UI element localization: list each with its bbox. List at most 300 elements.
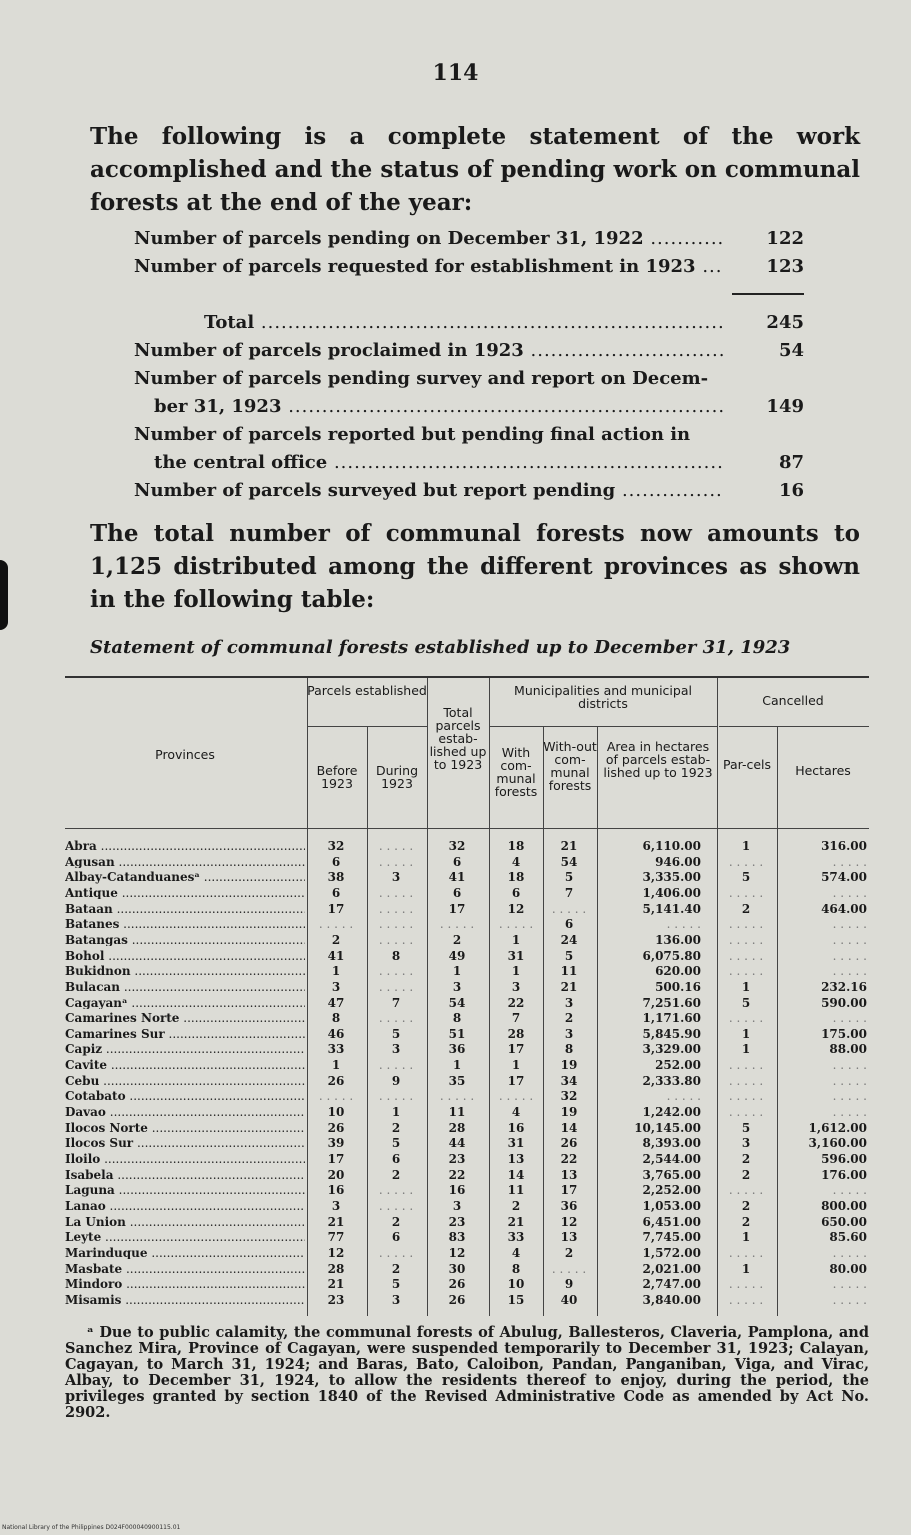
with-communal-value: 17	[507, 1042, 525, 1057]
table-row	[65, 965, 869, 978]
total-parcels-value: 1	[452, 964, 462, 979]
province-name: Cagayanᵃ .....	[65, 997, 305, 1010]
area-hectares-value: 1,171.60	[642, 1011, 701, 1026]
cancelled-parcels-value: . . . . .	[728, 1245, 764, 1260]
before-1923-value: 39	[327, 1136, 345, 1151]
total-parcels-value: 26	[448, 1292, 466, 1307]
cancelled-hectares-value: . . . . .	[832, 1105, 867, 1120]
cancelled-parcels-value: 2	[741, 1214, 751, 1229]
with-communal-value: 8	[511, 1261, 521, 1276]
during-1923-value: 2	[391, 1120, 401, 1135]
without-communal-value: 5	[564, 948, 574, 963]
with-communal-value: 31	[507, 948, 525, 963]
cancelled-hectares-value: 88.00	[829, 1042, 867, 1057]
province-name: Davao .....	[65, 1106, 305, 1119]
header-rule-cancelled	[719, 726, 869, 727]
summary-label: the central office .....	[154, 449, 724, 477]
without-communal-value: 32	[560, 1089, 578, 1104]
area-hectares-value: 252.00	[655, 1058, 701, 1073]
without-communal-value: 21	[560, 979, 578, 994]
cancelled-parcels-value: . . . . .	[728, 885, 764, 900]
table-row	[65, 918, 869, 931]
with-communal-value: 3	[511, 979, 521, 994]
header-cancelled-parcels: Par-cels	[722, 757, 772, 772]
before-1923-value: 23	[327, 1292, 345, 1307]
without-communal-value: 3	[564, 995, 574, 1010]
scan-stamp: National Library of the Philippines D024F000040900115.01	[2, 1524, 181, 1531]
total-parcels-value: 17	[448, 901, 466, 916]
without-communal-value: 34	[560, 1073, 578, 1088]
summary-row-pending-1922	[134, 225, 804, 253]
during-1923-value: 2	[391, 1214, 401, 1229]
without-communal-value: . . . . .	[551, 1261, 587, 1276]
table-caption: Statement of communal forests established up to December 31, 1923	[90, 637, 791, 658]
total-parcels-value: 3	[452, 1198, 462, 1213]
with-communal-value: 21	[507, 1214, 525, 1229]
cancelled-hectares-value: 176.00	[821, 1167, 867, 1182]
before-1923-value: 38	[327, 870, 345, 885]
cancelled-hectares-value: . . . . .	[832, 1011, 867, 1026]
cancelled-hectares-value: 1,612.00	[808, 1120, 867, 1135]
without-communal-value: 13	[560, 1230, 578, 1245]
before-1923-value: 17	[327, 1152, 345, 1166]
header-provinces: Provinces	[155, 747, 215, 762]
with-communal-value: 14	[507, 1167, 525, 1182]
total-parcels-value: 36	[448, 1042, 466, 1057]
table-row	[65, 1169, 869, 1182]
without-communal-value: 19	[560, 1105, 578, 1120]
table-row	[65, 1122, 869, 1135]
province-name: Masbate .....	[65, 1263, 305, 1276]
during-1923-value: . . . . .	[378, 854, 414, 869]
area-hectares-value: 2,252.00	[642, 1183, 701, 1198]
cancelled-parcels-value: 1	[741, 1230, 751, 1245]
with-communal-value: 1	[511, 1058, 521, 1073]
with-communal-value: 28	[507, 1026, 525, 1041]
area-hectares-value: 10,145.00	[634, 1120, 701, 1135]
area-hectares-value: 946.00	[655, 854, 701, 869]
summary-label: Number of parcels reported but pending final action in	[134, 424, 691, 445]
with-communal-value: 18	[507, 870, 525, 885]
before-1923-value: 47	[327, 995, 345, 1010]
before-1923-value: 26	[327, 1120, 345, 1135]
total-parcels-value: 22	[448, 1167, 466, 1182]
table-row	[65, 1153, 869, 1166]
table-row	[65, 1278, 869, 1291]
cancelled-hectares-value: 574.00	[821, 870, 867, 885]
summary-value: 123	[766, 256, 804, 277]
with-communal-value: 4	[511, 854, 521, 869]
header-rule-municipalities	[489, 726, 717, 727]
province-name: Leyte .....	[65, 1231, 305, 1244]
header-cancelled: Cancelled	[762, 693, 824, 708]
without-communal-value: 3	[564, 1026, 574, 1041]
during-1923-value: 5	[391, 1277, 401, 1292]
cancelled-parcels-value: . . . . .	[728, 1183, 764, 1198]
before-1923-value: 41	[327, 948, 345, 963]
summary-label: Total .....	[204, 309, 724, 337]
before-1923-value: 6	[331, 885, 341, 900]
table-row	[65, 856, 869, 869]
table-row	[65, 1075, 869, 1088]
before-1923-value: 33	[327, 1042, 345, 1057]
table-row	[65, 981, 869, 994]
summary-label: Number of parcels requested for establishment in 1923 .....	[134, 253, 724, 281]
province-name: Ilocos Norte .....	[65, 1122, 305, 1135]
cancelled-parcels-value: . . . . .	[728, 1277, 764, 1292]
cancelled-parcels-value: 5	[741, 1120, 751, 1135]
during-1923-value: . . . . .	[378, 1011, 414, 1026]
summary-value: 245	[766, 312, 804, 333]
header-municipalities: Municipalities and municipal districts	[514, 683, 692, 711]
with-communal-value: . . . . .	[498, 1089, 534, 1104]
before-1923-value: 16	[327, 1183, 345, 1198]
area-hectares-value: 6,451.00	[642, 1214, 701, 1229]
during-1923-value: . . . . .	[378, 901, 414, 916]
province-name: Agusan .....	[65, 856, 305, 869]
table-row	[65, 1043, 869, 1056]
during-1923-value: 2	[391, 1261, 401, 1276]
cancelled-hectares-value: . . . . .	[832, 885, 867, 900]
cancelled-parcels-value: . . . . .	[728, 964, 764, 979]
with-communal-value: 11	[507, 1183, 525, 1198]
total-parcels-value: 23	[448, 1214, 466, 1229]
parcel-summary	[134, 225, 804, 505]
table-row	[65, 871, 869, 884]
with-communal-value: 31	[507, 1136, 525, 1151]
cancelled-hectares-value: . . . . .	[832, 854, 867, 869]
cancelled-hectares-value: 590.00	[821, 995, 867, 1010]
without-communal-value: 6	[564, 917, 574, 932]
area-hectares-value: . . . . .	[666, 917, 701, 932]
without-communal-value: 26	[560, 1136, 578, 1151]
cancelled-parcels-value: 1	[741, 1042, 751, 1057]
total-parcels-value: 3	[452, 979, 462, 994]
table-top-rule	[65, 676, 869, 678]
cancelled-hectares-value: . . . . .	[832, 932, 867, 947]
summary-row-proclaimed	[134, 337, 804, 365]
area-hectares-value: 7,745.00	[642, 1230, 701, 1245]
province-name: Camarines Sur .....	[65, 1028, 305, 1041]
table-row	[65, 1200, 869, 1213]
total-parcels-value: 35	[448, 1073, 466, 1088]
without-communal-value: 54	[560, 854, 578, 869]
page-number: 114	[432, 60, 479, 86]
header-total-parcels: Total parcels estab-lished up to 1923	[429, 705, 487, 772]
without-communal-value: . . . . .	[551, 901, 587, 916]
area-hectares-value: 5,141.40	[642, 901, 701, 916]
without-communal-value: 17	[560, 1183, 578, 1198]
total-parcels-value: 54	[448, 995, 466, 1010]
cancelled-hectares-value: . . . . .	[832, 1245, 867, 1260]
cancelled-parcels-value: . . . . .	[728, 932, 764, 947]
table-row	[65, 887, 869, 900]
header-bottom-rule	[65, 828, 869, 829]
cancelled-parcels-value: 2	[741, 1152, 751, 1166]
area-hectares-value: 2,747.00	[642, 1277, 701, 1292]
area-hectares-value: 2,544.00	[642, 1152, 701, 1166]
province-name: Cavite .....	[65, 1059, 305, 1072]
province-name: Laguna .....	[65, 1184, 305, 1197]
header-during-1923: During 1923	[375, 763, 419, 791]
with-communal-value: 16	[507, 1120, 525, 1135]
with-communal-value: 17	[507, 1073, 525, 1088]
before-1923-value: 12	[327, 1245, 345, 1260]
with-communal-value: 1	[511, 964, 521, 979]
total-parcels-value: 44	[448, 1136, 466, 1151]
header-parcels-established: Parcels established	[307, 683, 427, 698]
with-communal-value: . . . . .	[498, 917, 534, 932]
table-row	[65, 1294, 869, 1307]
before-1923-value: 21	[327, 1214, 345, 1229]
without-communal-value: 12	[560, 1214, 578, 1229]
summary-label: Number of parcels surveyed but report pending .....	[134, 477, 724, 505]
during-1923-value: 6	[391, 1230, 401, 1245]
province-name: Antique .....	[65, 887, 305, 900]
cancelled-hectares-value: 800.00	[821, 1198, 867, 1213]
total-parcels-value: 41	[448, 870, 466, 885]
total-parcels-value: 32	[448, 839, 466, 853]
cancelled-parcels-value: 1	[741, 979, 751, 994]
before-1923-value: 17	[327, 901, 345, 916]
without-communal-value: 19	[560, 1058, 578, 1073]
cancelled-parcels-value: . . . . .	[728, 1011, 764, 1026]
table-row	[65, 950, 869, 963]
with-communal-value: 22	[507, 995, 525, 1010]
cancelled-hectares-value: . . . . .	[832, 1292, 867, 1307]
summary-label: ber 31, 1923 .....	[154, 393, 724, 421]
cancelled-parcels-value: 1	[741, 839, 751, 853]
during-1923-value: 8	[391, 948, 401, 963]
before-1923-value: 2	[331, 932, 341, 947]
table-row	[65, 840, 869, 853]
total-parcels-value: 51	[448, 1026, 466, 1041]
during-1923-value: . . . . .	[378, 1089, 414, 1104]
during-1923-value: 5	[391, 1026, 401, 1041]
area-hectares-value: 3,329.00	[642, 1042, 701, 1057]
cancelled-hectares-value: 80.00	[829, 1261, 867, 1276]
cancelled-parcels-value: . . . . .	[728, 1058, 764, 1073]
province-name: Bukidnon .....	[65, 965, 305, 978]
province-name: Isabela .....	[65, 1169, 305, 1182]
with-communal-value: 15	[507, 1292, 525, 1307]
province-name: Misamis .....	[65, 1294, 305, 1307]
total-parcels-value: 83	[448, 1230, 466, 1245]
before-1923-value: 1	[331, 1058, 341, 1073]
province-name: Albay-Catanduanesᵃ .....	[65, 871, 305, 884]
total-parcels-value: 11	[448, 1105, 466, 1120]
total-parcels-value: 28	[448, 1120, 466, 1135]
without-communal-value: 24	[560, 932, 578, 947]
province-name: Batangas .....	[65, 934, 305, 947]
area-hectares-value: 1,242.00	[642, 1105, 701, 1120]
without-communal-value: 36	[560, 1198, 578, 1213]
total-parcels-value: . . . . .	[439, 917, 475, 932]
before-1923-value: 3	[331, 1198, 341, 1213]
summary-total-rule	[732, 293, 804, 295]
table-row	[65, 1028, 869, 1041]
area-hectares-value: . . . . .	[666, 1089, 701, 1104]
area-hectares-value: 3,840.00	[642, 1292, 701, 1307]
before-1923-value: 20	[327, 1167, 345, 1182]
with-communal-value: 10	[507, 1277, 525, 1292]
summary-label: Number of parcels pending on December 31, 1922 .....	[134, 225, 724, 253]
with-communal-value: 1	[511, 932, 521, 947]
during-1923-value: . . . . .	[378, 932, 414, 947]
total-parcels-value: 49	[448, 948, 466, 963]
before-1923-value: 32	[327, 839, 345, 853]
area-hectares-value: 7,251.60	[642, 995, 701, 1010]
during-1923-value: . . . . .	[378, 1183, 414, 1198]
summary-value: 87	[778, 452, 804, 473]
with-communal-value: 2	[511, 1198, 521, 1213]
table-row	[65, 997, 869, 1010]
total-parcels-value: 23	[448, 1152, 466, 1166]
intro-paragraph: The following is a complete statement of the work accomplished and the status of pending work on communal forests at the end of the year:	[90, 123, 860, 216]
with-communal-value: 12	[507, 901, 525, 916]
total-parcels-value: 6	[452, 885, 462, 900]
before-1923-value: 1	[331, 964, 341, 979]
cancelled-hectares-value: . . . . .	[832, 1073, 867, 1088]
cancelled-hectares-value: . . . . .	[832, 1089, 867, 1104]
table-row	[65, 1012, 869, 1025]
area-hectares-value: 5,845.90	[642, 1026, 701, 1041]
without-communal-value: 13	[560, 1167, 578, 1182]
cancelled-parcels-value: 2	[741, 901, 751, 916]
province-name: Bataan .....	[65, 903, 305, 916]
total-parcels-value: 30	[448, 1261, 466, 1276]
with-communal-value: 4	[511, 1105, 521, 1120]
with-communal-value: 33	[507, 1230, 525, 1245]
province-name: Capiz .....	[65, 1043, 305, 1056]
footnote: ᵃ Due to public calamity, the communal forests of Abulug, Ballesteros, Claveria, Pamplona, and Sanchez Mira, Province of Cagayan, were suspended temporarily to December 31, 1923; Calayan, Cagayan, to March 31, 1924; and Baras, Bato, Caloibon, Pandan, Panganiban, Viga, and Virac, Albay, to December 31, 1924, to allow the residents thereof to enjoy, during the period, the privileges granted by section 1840 of the Revised Administrative Code as amended by Act No. 2902.	[65, 1324, 869, 1421]
without-communal-value: 14	[560, 1120, 578, 1135]
summary-label: Number of parcels pending survey and report on Decem-	[134, 368, 709, 389]
province-name: Bohol .....	[65, 950, 305, 963]
cancelled-hectares-value: 464.00	[821, 901, 867, 916]
summary-row-pending-action-line1	[134, 421, 804, 449]
summary-row-pending-survey-line1	[134, 365, 804, 393]
table-row	[65, 1247, 869, 1260]
without-communal-value: 7	[564, 885, 574, 900]
cancelled-hectares-value: 596.00	[821, 1152, 867, 1166]
before-1923-value: 77	[327, 1230, 345, 1245]
before-1923-value: . . . . .	[318, 917, 354, 932]
area-hectares-value: 6,075.80	[642, 948, 701, 963]
summary-row-requested-1923	[134, 253, 804, 281]
area-hectares-value: 620.00	[655, 964, 701, 979]
table-row	[65, 1106, 869, 1119]
area-hectares-value: 2,333.80	[642, 1073, 701, 1088]
province-name: La Union .....	[65, 1216, 305, 1229]
during-1923-value: 9	[391, 1073, 401, 1088]
area-hectares-value: 2,021.00	[642, 1261, 701, 1276]
area-hectares-value: 1,053.00	[642, 1198, 701, 1213]
cancelled-parcels-value: 1	[741, 1261, 751, 1276]
cancelled-parcels-value: 2	[741, 1198, 751, 1213]
area-hectares-value: 500.16	[655, 979, 701, 994]
header-without-communal: With-out com-munal forests	[543, 739, 597, 793]
table-row	[65, 1216, 869, 1229]
province-name: Bulacan .....	[65, 981, 305, 994]
header-cancelled-hectares: Hectares	[795, 763, 851, 778]
cancelled-hectares-value: 175.00	[821, 1026, 867, 1041]
during-1923-value: 3	[391, 870, 401, 885]
with-communal-value: 13	[507, 1152, 525, 1166]
header-area-hectares: Area in hectares of parcels estab-lished up to 1923	[603, 739, 713, 780]
total-parcels-value: 16	[448, 1183, 466, 1198]
summary-value: 149	[766, 396, 804, 417]
summary-row-pending-action	[134, 449, 804, 477]
without-communal-value: 22	[560, 1152, 578, 1166]
cancelled-hectares-value: 85.60	[829, 1230, 867, 1245]
before-1923-value: 8	[331, 1011, 341, 1026]
table-row	[65, 1263, 869, 1276]
without-communal-value: 9	[564, 1277, 574, 1292]
table-row	[65, 903, 869, 916]
cancelled-hectares-value: . . . . .	[832, 964, 867, 979]
area-hectares-value: 1,406.00	[642, 885, 701, 900]
province-name: Cebu .....	[65, 1075, 305, 1088]
area-hectares-value: 1,572.00	[642, 1245, 701, 1260]
with-communal-value: 6	[511, 885, 521, 900]
table-row	[65, 934, 869, 947]
cancelled-parcels-value: 2	[741, 1167, 751, 1182]
cancelled-hectares-value: . . . . .	[832, 917, 867, 932]
total-parcels-value: 1	[452, 1058, 462, 1073]
province-name: Iloilo .....	[65, 1153, 305, 1166]
scan-edge-mark	[0, 560, 8, 630]
during-1923-value: 3	[391, 1292, 401, 1307]
cancelled-parcels-value: . . . . .	[728, 1089, 764, 1104]
before-1923-value: 6	[331, 854, 341, 869]
during-1923-value: 2	[391, 1167, 401, 1182]
province-name: Marinduque .....	[65, 1247, 305, 1260]
with-communal-value: 7	[511, 1011, 521, 1026]
cancelled-parcels-value: 5	[741, 870, 751, 885]
area-hectares-value: 8,393.00	[642, 1136, 701, 1151]
cancelled-hectares-value: . . . . .	[832, 1183, 867, 1198]
province-name: Abra .....	[65, 840, 305, 853]
summary-value: 16	[778, 480, 804, 501]
total-parcels-value: 26	[448, 1277, 466, 1292]
during-1923-value: 6	[391, 1152, 401, 1166]
before-1923-value: 28	[327, 1261, 345, 1276]
without-communal-value: 2	[564, 1011, 574, 1026]
during-1923-value: . . . . .	[378, 885, 414, 900]
before-1923-value: 10	[327, 1105, 345, 1120]
cancelled-parcels-value: . . . . .	[728, 1105, 764, 1120]
before-1923-value: 3	[331, 979, 341, 994]
summary-row-total	[134, 309, 804, 337]
cancelled-hectares-value: 316.00	[821, 839, 867, 853]
during-1923-value: . . . . .	[378, 839, 414, 853]
cancelled-hectares-value: . . . . .	[832, 1277, 867, 1292]
without-communal-value: 21	[560, 839, 578, 853]
total-parcels-value: . . . . .	[439, 1089, 475, 1104]
summary-value: 122	[766, 228, 804, 249]
table-row	[65, 1137, 869, 1150]
during-1923-value: . . . . .	[378, 1198, 414, 1213]
table-row	[65, 1184, 869, 1197]
area-hectares-value: 6,110.00	[642, 839, 701, 853]
total-parcels-value: 6	[452, 854, 462, 869]
summary-rule-row	[134, 281, 804, 309]
cancelled-parcels-value: . . . . .	[728, 917, 764, 932]
cancelled-hectares-value: . . . . .	[832, 1058, 867, 1073]
summary-row-surveyed	[134, 477, 804, 505]
table-row	[65, 1090, 869, 1103]
